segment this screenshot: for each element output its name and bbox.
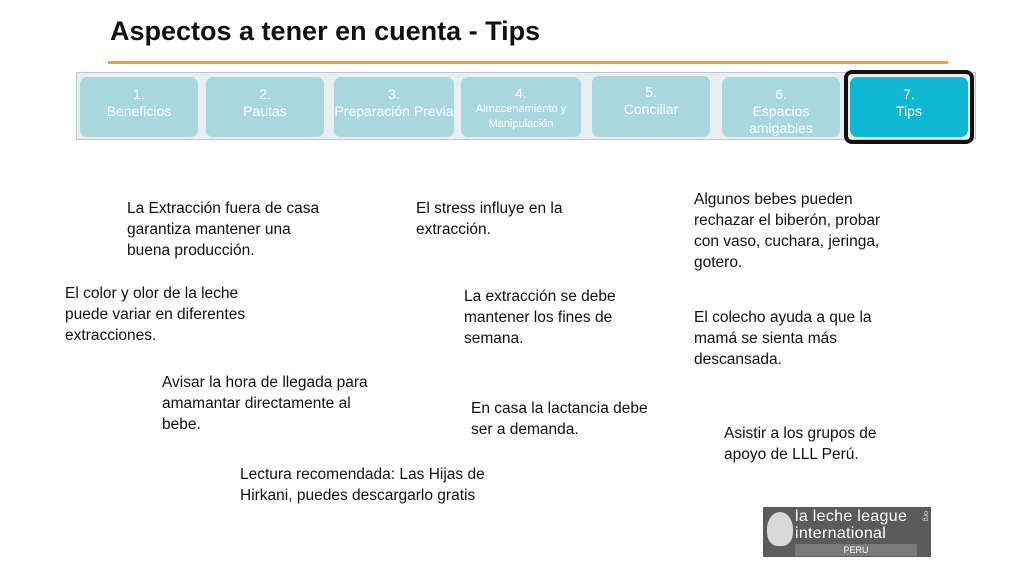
tip-grupos-apoyo: Asistir a los grupos de apoyo de LLL Perú. <box>724 425 877 463</box>
tab-espacios-amigables[interactable] <box>722 77 840 137</box>
tab-label: Conciliar <box>623 101 679 117</box>
tip-fines-de-semana: La extracción se debe mantener los fines de semana. <box>464 288 616 347</box>
tab-conciliar[interactable] <box>592 76 710 137</box>
tip-rechazar-biberon: Algunos bebes pueden rechazar el biberón, probar con vaso, cuchara, jeringa, gotero. <box>694 191 881 271</box>
logo-text-line2: international <box>795 525 887 542</box>
tab-label: Espacios amigables <box>749 103 813 136</box>
logo-text-line1: la leche league <box>795 508 908 525</box>
tip-lactancia-demanda: En casa la lactancia debe ser a demanda. <box>471 400 648 438</box>
tab-number: 6. <box>775 86 787 102</box>
tab-number: 4. <box>515 85 527 101</box>
tab-tips[interactable] <box>850 77 968 137</box>
tab-number: 2. <box>259 86 271 102</box>
tab-number: 3. <box>388 86 400 102</box>
tab-beneficios[interactable] <box>80 77 198 137</box>
logo-org-suffix: org <box>922 511 929 522</box>
tab-label: Tips <box>896 103 922 119</box>
mother-child-icon <box>767 512 793 546</box>
tab-almacenamiento[interactable] <box>461 77 581 137</box>
title-underline <box>108 61 948 64</box>
tab-label: Pautas <box>243 103 287 119</box>
tip-lectura-recomendada: Lectura recomendada: Las Hijas de Hirkani, puedes descargarlo gratis <box>240 466 485 504</box>
tip-stress: El stress influye en la extracción. <box>416 200 563 238</box>
tip-color-olor: El color y olor de la leche puede variar en diferentes extracciones. <box>65 285 246 344</box>
tab-preparacion-previa[interactable] <box>334 77 454 137</box>
tab-number: 7. <box>903 86 915 102</box>
lll-logo <box>763 507 931 557</box>
page-title: Aspectos a tener en cuenta - Tips <box>110 16 541 46</box>
tab-pautas[interactable] <box>206 77 324 137</box>
tab-number: 5. <box>645 84 657 100</box>
tip-avisar-hora: Avisar la hora de llegada para amamantar directamente al bebe. <box>162 374 368 433</box>
tip-extraccion-fuera-de-casa: La Extracción fuera de casa garantiza mantener una buena producción. <box>127 200 320 259</box>
tab-label: Preparación Previa <box>334 103 454 119</box>
tab-number: 1. <box>133 86 145 102</box>
tab-label: Beneficios <box>106 103 172 119</box>
tip-colecho: El colecho ayuda a que la mamá se sienta más descansada. <box>694 309 872 368</box>
tab-label: Almacenamiento y Manipulación <box>475 103 567 130</box>
logo-country: PERU <box>795 544 917 556</box>
